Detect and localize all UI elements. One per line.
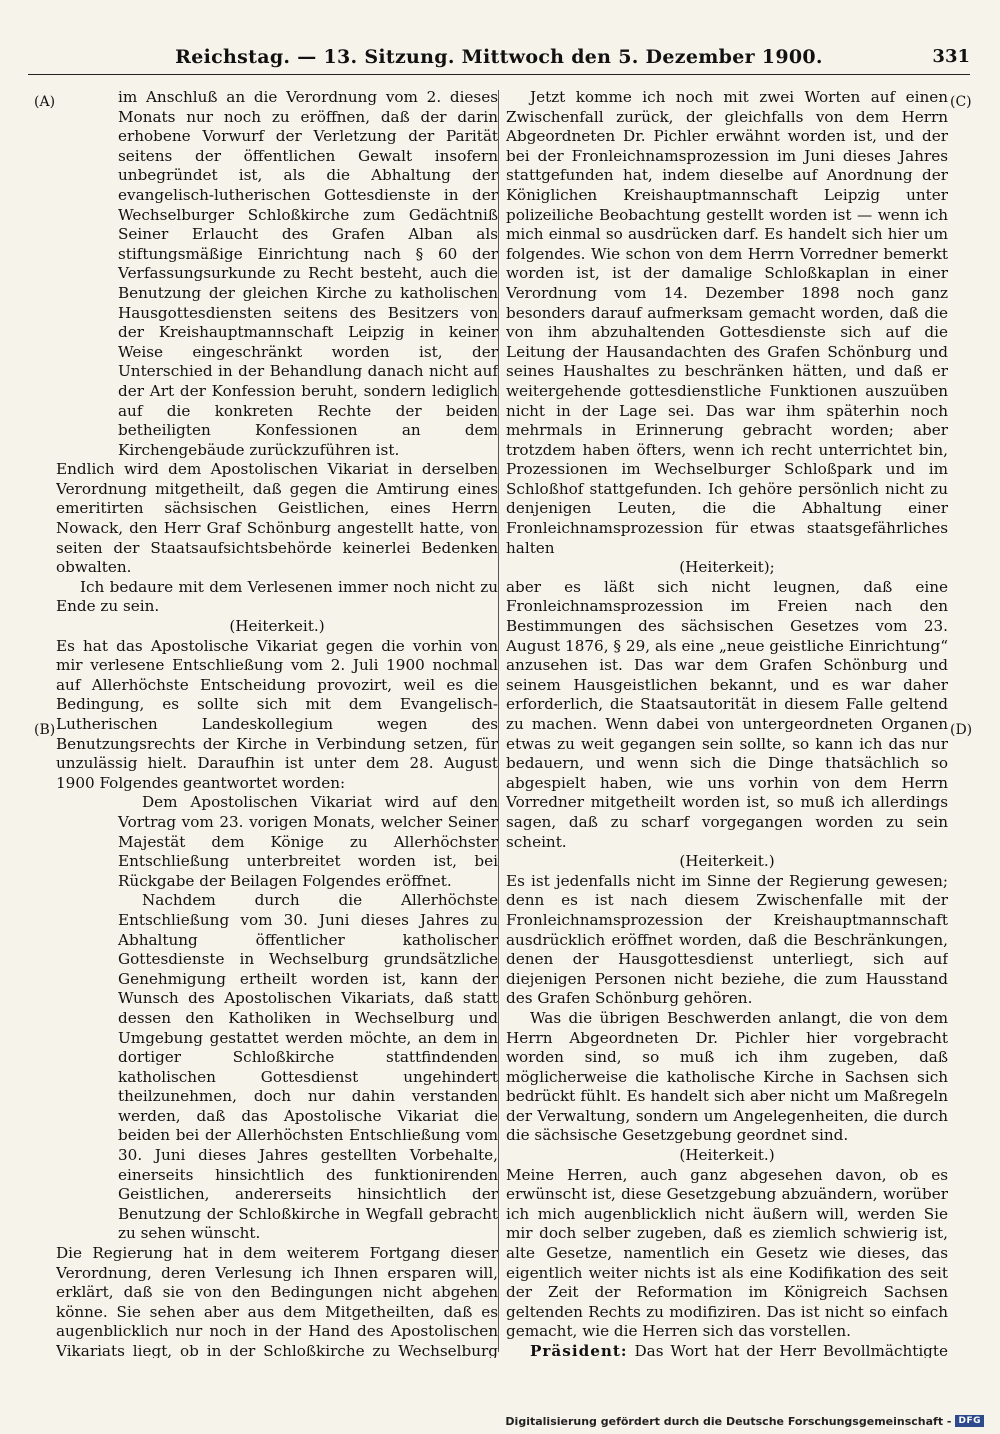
speaker-paragraph — [506, 1342, 948, 1358]
margin-marker-c: (C) — [950, 94, 972, 110]
quote-paragraph: Nachdem durch die Allerhöchste Entschließung vom 30. Juni dieses Jahres zu Abhaltung öffentlicher katholischer Gottesdienste in Wechselburg grundsätzliche Genehmigung ertheilt worden ist, kann der Wunsch des Apostolischen Vikariats, daß statt dessen den Katholiken in Wechselburg und Umgebung gestattet werden möchte, an dem in dortiger Schloßkirche stattfindenden katholischen Gottesdienst ungehindert theilzunehmen, doch nur dahin verstanden werden, daß das Apostolische Vikariat die beiden bei der Allerhöchsten Entschließung vom 30. Juni dieses Jahres gestellten Vorbehalte, einerseits hinsichtlich des funktionirenden Geistlichen, andererseits hinsichtlich der Benutzung der Schloßkirche in Wegfall gebracht zu sehen wünscht. — [118, 891, 498, 1243]
interjection: (Heiterkeit); — [679, 558, 775, 577]
footer-text: Digitalisierung gefördert durch die Deutsche Forschungsgemeinschaft - — [505, 1414, 952, 1428]
interjection: (Heiterkeit.) — [229, 617, 325, 636]
quote-paragraph: Dem Apostolischen Vikariat wird auf den Vortrag vom 23. vorigen Monats, welcher Seiner Majestät dem Könige zu Allerhöchster Entschließung unterbreitet worden ist, bei Rückgabe der Beilagen Folgendes eröffnet. — [118, 793, 498, 890]
body-paragraph: Ich bedaure mit dem Verlesenen immer noch nicht zu Ende zu sein. — [56, 577, 498, 616]
interjection: (Heiterkeit.) — [679, 852, 775, 871]
left-column — [56, 88, 498, 1358]
speaker-text: Das Wort hat der Herr Bevollmächtigte — [634, 1342, 948, 1358]
page-number: 331 — [932, 46, 970, 67]
dfg-logo: DFG — [955, 1415, 984, 1427]
body-paragraph: Die Regierung hat in dem weiterem Fortgang dieser Verordnung, deren Verlesung ich Ihnen ersparen will, erklärt, daß sie von den Bedingungen nicht abgehen könne. Sie sehen aber aus dem Mitgetheilten, daß es augenblicklich nur noch in der Hand des Apostolischen Vikariats liegt, ob in der Schloßkirche zu Wechselburg — [56, 1244, 498, 1358]
interjection: (Heiterkeit.) — [679, 1146, 775, 1165]
body-paragraph: aber es läßt sich nicht leugnen, daß eine Fronleichnamsprozession im Freien nach den Bestimmungen des sächsischen Gesetzes vom 23. August 1876, § 29, als eine „neue geistliche Einrichtung“ anzusehen ist. Das war dem Grafen Schönburg und seinem Hausgeistlichen bekannt, und es war daher erforderlich, die Staatsautorität in diesem Falle geltend zu machen. Wenn dabei von untergeordneten Organen etwas zu weit gegangen sein sollte, so kann ich das nur bedauern, und wenn sich die Dinge thatsächlich so abgespielt haben, wie uns vorhin von dem Herrn Vorredner mitgetheilt worden ist, so muß ich allerdings sagen, daß zu scharf vorgegangen worden zu sein scheint. — [506, 577, 948, 851]
quote-paragraph: im Anschluß an die Verordnung vom 2. dieses Monats nur noch zu eröffnen, daß der darin erhobene Vorwurf der Verletzung der Parität seitens der öffentlichen Gewalt insofern unbegründet ist, als die Abhaltung der evangelisch-lutherischen Gottesdienste in der Wechselburger Schloßkirche zum Gedächtniß Seiner Erlaucht des Grafen Alban als stiftungsmäßige Einrichtung nach § 60 der Verfassungsurkunde zu Recht besteht, auch die Benutzung der gleichen Kirche zu katholischen Hausgottesdiensten seitens des Besitzers von der Kreishauptmannschaft Leipzig in keiner Weise eingeschränkt worden ist, der Unterschied in der Behandlung danach nicht auf der Art der Konfession beruht, sondern lediglich auf die konkreten Rechte der beiden betheiligten Konfessionen an dem Kirchengebäude zurückzuführen ist. — [118, 88, 498, 459]
margin-marker-b: (B) — [34, 722, 56, 738]
running-title: Reichstag. — 13. Sitzung. Mittwoch den 5. Dezember 1900. — [175, 46, 823, 68]
speaker-name: Präsident: — [530, 1342, 628, 1358]
margin-marker-d: (D) — [950, 722, 973, 738]
body-paragraph: Was die übrigen Beschwerden anlangt, die von dem Herrn Abgeordneten Dr. Pichler hier vorgebracht worden sind, so muß ich ihm zugeben, daß möglicherweise die katholische Kirche in Sachsen sich bedrückt fühlt. Es handelt sich aber nicht um Maßregeln der Verwaltung, sondern um Angelegenheiten, die durch die sächsische Gesetzgebung geordnet sind. — [506, 1008, 948, 1145]
body-paragraph: Meine Herren, auch ganz abgesehen davon, ob es erwünscht ist, diese Gesetzgebung abzuändern, worüber ich mich augenblicklich nicht äußern will, werden Sie mir doch selber zugeben, daß es ziemlich schwierig ist, alte Gesetze, namentlich ein Gesetz wie dieses, das eigentlich weiter nichts ist als eine Kodifikation des seit der Zeit der Reformation im Königreich Sachsen geltenden Rechts zu modifiziren. Das ist nicht so einfach gemacht, wie die Herren sich das vorstellen. — [506, 1165, 948, 1341]
body-paragraph: Es hat das Apostolische Vikariat gegen die vorhin von mir verlesene Entschließung vom 2. Juli 1900 nochmal auf Allerhöchste Entscheidung provozirt, weil es die Bedingung, es sollte sich mit dem Evangelisch-Lutherischen Landeskollegium wegen des Benutzungsrechts der Kirche in Verbindung setzen, für unzulässig hielt. Daraufhin ist unter dem 28. August 1900 Folgendes geantwortet worden: — [56, 636, 498, 792]
margin-marker-a: (A) — [34, 94, 56, 110]
right-column — [506, 88, 948, 1358]
body-paragraph: Jetzt komme ich noch mit zwei Worten auf einen Zwischenfall zurück, der gleichfalls von dem Herrn Abgeordneten Dr. Pichler erwähnt worden ist, und der bei der Fronleichnamsprozession im Juni dieses Jahres stattgefunden hat, indem dieselbe auf Anordnung der Königlichen Kreishauptmannschaft Leipzig unter polizeiliche Beobachtung gestellt worden ist — wenn ich mich einmal so ausdrücken darf. Es handelt sich hier um folgendes. Wie schon von dem Herrn Vorredner bemerkt worden ist, ist der damalige Schloßkaplan in einer Verordnung vom 14. Dezember 1898 noch ganz besonders darauf aufmerksam gemacht worden, daß die von ihm abzuhaltenden Gottesdienste sich auf die Leitung der Hausandachten des Grafen Schönburg und seines Haushaltes zu beschränken hätten, und daß er weitergehende gottesdienstliche Funktionen auszuüben nicht in der Lage sei. Das war ihm späterhin noch mehrmals in Erinnerung gebracht worden; aber trotzdem haben öfters, wenn ich recht unterrichtet bin, Prozessionen im Wechselburger Schloßpark und im Schloßhof stattgefunden. Ich gehöre persönlich nicht zu denjenigen Leuten, die die Abhaltung einer Fronleichnamsprozession für etwas staatsgefährliches halten — [506, 88, 948, 557]
digitization-footer — [505, 1412, 984, 1430]
page-header — [28, 44, 970, 75]
body-paragraph: Endlich wird dem Apostolischen Vikariat in derselben Verordnung mitgetheilt, daß gegen die Amtirung eines emeritirten sächsischen Geistlichen, eines Herrn Nowack, den Herr Graf Schönburg angestellt hatte, von seiten der Staatsaufsichtsbehörde keinerlei Bedenken obwalten. — [56, 460, 498, 577]
column-divider — [498, 90, 499, 1352]
body-paragraph: Es ist jedenfalls nicht im Sinne der Regierung gewesen; denn es ist nach diesem Zwischenfalle mit der Fronleichnamsprozession der Kreishauptmannschaft ausdrücklich eröffnet worden, daß die Beschränkungen, denen der Hausgottesdienst unterliegt, sich auf diejenigen Personen nicht beziehe, die zum Hausstand des Grafen Schönburg gehören. — [506, 871, 948, 1008]
